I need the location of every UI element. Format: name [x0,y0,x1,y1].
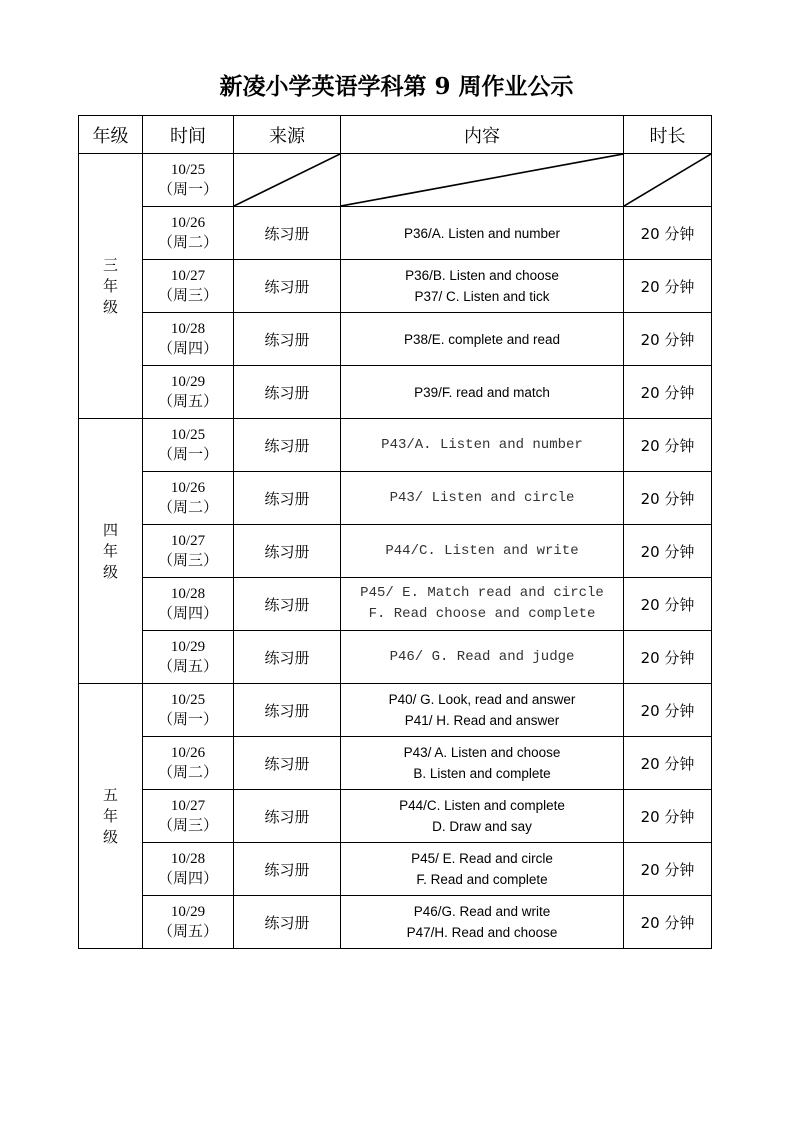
grade-char: 级 [102,562,118,581]
header-row [79,116,712,154]
source-cell: 练习册 [234,419,341,472]
table-row [79,313,712,366]
grade-5-label [79,684,143,949]
content-cell [341,578,624,631]
table-row [79,737,712,790]
source-cell: 练习册 [234,472,341,525]
weekday-value: （周五） [157,659,218,675]
grade-char: 级 [102,827,118,846]
content-line: B. Listen and complete [413,766,551,781]
duration-cell: 20 分钟 [624,737,712,790]
content-line: P41/ H. Read and answer [404,713,560,728]
content-line: P45/ E. Read and circle [411,851,553,866]
content-line: P40/ G. Look, read and answer [388,692,576,707]
duration-cell: 20 分钟 [624,207,712,260]
source-cell: 练习册 [234,896,341,949]
content-cell [341,207,624,260]
duration-cell: 20 分钟 [624,790,712,843]
content-cell [341,419,624,472]
content-cell [341,313,624,366]
grade-char: 五 [102,785,118,804]
date-cell [143,525,234,578]
date-value: 10/26 [170,480,206,496]
table-row [79,366,712,419]
header-duration: 时长 [624,116,712,154]
content-line: P45/ E. Match read and circle [360,585,604,601]
content-line: P39/F. read and match [414,384,550,400]
table-row [79,260,712,313]
table-row [79,578,712,631]
date-cell [143,207,234,260]
content-cell [341,684,624,737]
content-cell [341,790,624,843]
table-row [79,419,712,472]
date-value: 10/26 [170,745,206,761]
date-value: 10/26 [170,215,206,231]
source-cell: 练习册 [234,525,341,578]
duration-cell: 20 分钟 [624,313,712,366]
duration-cell: 20 分钟 [624,472,712,525]
duration-cell: 20 分钟 [624,631,712,684]
content-cell [341,896,624,949]
date-value: 10/25 [170,162,206,178]
content-cell [341,631,624,684]
table-row [79,631,712,684]
content-line: F. Read and complete [416,872,548,887]
content-cell [341,843,624,896]
source-cell: 练习册 [234,843,341,896]
header-time: 时间 [143,116,234,154]
duration-cell: 20 分钟 [624,896,712,949]
content-line: P37/ C. Listen and tick [414,289,550,304]
content-cell [341,260,624,313]
header-source: 来源 [234,116,341,154]
diagonal-slash [234,154,340,206]
source-cell: 练习册 [234,790,341,843]
date-cell [143,472,234,525]
content-line: P43/A. Listen and number [381,436,583,453]
date-cell [143,896,234,949]
weekday-value: （周一） [157,447,218,463]
weekday-value: （周三） [157,288,218,304]
table-row [79,896,712,949]
date-value: 10/28 [170,321,206,337]
date-cell [143,737,234,790]
date-value: 10/29 [170,904,206,920]
duration-cell: 20 分钟 [624,578,712,631]
date-cell [143,313,234,366]
date-value: 10/27 [170,798,206,814]
content-line: P36/A. Listen and number [403,225,561,241]
content-line: F. Read choose and complete [368,606,596,622]
content-line: D. Draw and say [432,819,532,834]
weekday-value: （周一） [157,712,218,728]
source-cell: 练习册 [234,260,341,313]
date-cell [143,578,234,631]
duration-cell [624,154,712,207]
duration-cell: 20 分钟 [624,684,712,737]
date-value: 10/28 [170,586,206,602]
grade-4-label [79,419,143,684]
weekday-value: （周三） [157,553,218,569]
content-cell [341,154,624,207]
date-cell [143,790,234,843]
content-cell [341,472,624,525]
table-row [79,472,712,525]
grade-char: 四 [102,520,118,539]
content-line: P43/ A. Listen and choose [403,745,561,760]
date-value: 10/25 [170,692,206,708]
date-cell [143,684,234,737]
table-row [79,684,712,737]
weekday-value: （周三） [157,818,218,834]
date-cell [143,631,234,684]
source-cell: 练习册 [234,578,341,631]
source-cell: 练习册 [234,684,341,737]
content-line: P43/ Listen and circle [389,489,575,506]
content-cell [341,366,624,419]
weekday-value: （周一） [157,182,218,198]
weekday-value: （周二） [157,500,218,516]
table-row [79,843,712,896]
diagonal-slash [624,154,711,206]
content-line: P46/ G. Read and judge [389,648,575,665]
duration-cell: 20 分钟 [624,419,712,472]
grade-char: 年 [102,806,118,825]
date-value: 10/27 [170,533,206,549]
content-line: P44/C. Listen and write [385,542,579,559]
source-cell: 练习册 [234,366,341,419]
date-cell [143,419,234,472]
date-cell [143,843,234,896]
duration-cell: 20 分钟 [624,366,712,419]
source-cell [234,154,341,207]
content-cell [341,525,624,578]
table-row [79,525,712,578]
weekday-value: （周五） [157,394,218,410]
source-cell: 练习册 [234,737,341,790]
grade-char: 级 [102,297,118,316]
content-line: P46/G. Read and write [413,904,551,919]
weekday-value: （周二） [157,235,218,251]
grade-char: 年 [102,541,118,560]
content-cell [341,737,624,790]
date-value: 10/29 [170,639,206,655]
header-content: 内容 [341,116,624,154]
date-value: 10/27 [170,268,206,284]
weekday-value: （周四） [157,871,218,887]
duration-cell: 20 分钟 [624,843,712,896]
date-value: 10/28 [170,851,206,867]
table-row [79,207,712,260]
weekday-value: （周五） [157,924,218,940]
duration-cell: 20 分钟 [624,525,712,578]
source-cell: 练习册 [234,631,341,684]
date-cell [143,154,234,207]
homework-table [78,115,712,949]
table-row [79,154,712,207]
diagonal-slash [341,154,623,206]
source-cell: 练习册 [234,313,341,366]
weekday-value: （周二） [157,765,218,781]
duration-cell: 20 分钟 [624,260,712,313]
page-title: 新凌小学英语学科第 9 周作业公示 [219,73,574,100]
date-cell [143,366,234,419]
date-value: 10/29 [170,374,206,390]
content-line: P47/H. Read and choose [406,925,558,940]
content-line: P36/B. Listen and choose [405,268,559,283]
weekday-value: （周四） [157,606,218,622]
date-cell [143,260,234,313]
date-value: 10/25 [170,427,206,443]
weekday-value: （周四） [157,341,218,357]
source-cell: 练习册 [234,207,341,260]
table-row [79,790,712,843]
grade-3-label [79,154,143,419]
header-grade: 年级 [79,116,143,154]
grade-char: 三 [102,255,118,274]
grade-char: 年 [102,276,118,295]
content-line: P44/C. Listen and complete [399,798,565,813]
content-line: P38/E. complete and read [403,331,561,347]
